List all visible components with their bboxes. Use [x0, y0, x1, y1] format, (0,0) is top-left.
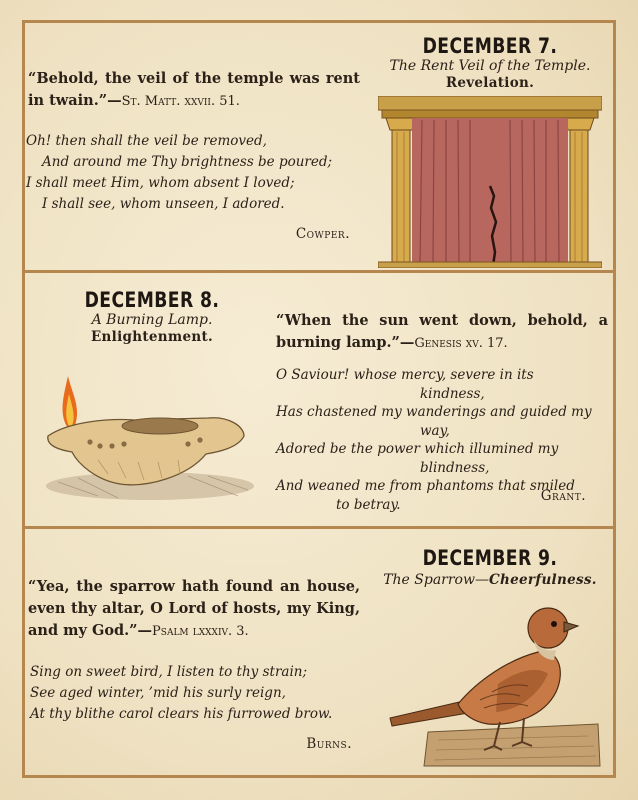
entry-subtitle: The Rent Veil of the Temple.	[389, 58, 591, 74]
section-divider	[22, 270, 616, 273]
entry-theme: Enlightenment.	[90, 329, 214, 345]
poem-line: And around me Thy brightness be poured;	[42, 154, 333, 170]
poem-line: Adored be the power which illumined my	[276, 441, 559, 457]
entry-subtitle: A Burning Lamp.	[91, 312, 213, 328]
poem-line: See aged winter, ’mid his surly reign,	[30, 685, 286, 701]
quote-text: “When the sun went down, behold, a burning lamp.”—	[276, 312, 608, 351]
poem	[30, 662, 370, 725]
poem-author: Burns.	[306, 736, 352, 752]
poem-line: way,	[420, 422, 450, 439]
scripture-quote	[276, 310, 608, 355]
poem-line: kindness,	[420, 385, 485, 402]
entry-date: DECEMBER 8.	[84, 288, 220, 312]
poem-author: Grant.	[540, 488, 586, 504]
poem-author: Cowper.	[295, 226, 350, 242]
quote-text: “Behold, the veil of the temple was rent in twain.”—	[28, 70, 360, 109]
poem-line: to betray.	[336, 496, 401, 513]
poem-line: And weaned me from phantoms that smiled	[276, 478, 575, 494]
entry-date: DECEMBER 7.	[422, 34, 558, 58]
poem-line: O Saviour! whose mercy, severe in its	[276, 367, 534, 383]
poem-line: I shall see, whom unseen, I adored.	[42, 196, 285, 212]
poem	[26, 131, 366, 215]
entry-theme: Cheerfulness.	[488, 572, 597, 588]
entry-theme: Revelation.	[445, 75, 535, 91]
quote-reference: St. Matt. xxvii. 51.	[121, 94, 240, 109]
quote-reference: Psalm lxxxiv. 3.	[152, 624, 249, 639]
rent-veil-illustration	[378, 96, 602, 268]
sparrow-illustration	[388, 600, 608, 768]
poem-line: Oh! then shall the veil be removed,	[26, 133, 267, 149]
section-divider	[22, 526, 616, 529]
entry-date: DECEMBER 9.	[422, 546, 558, 570]
scripture-quote	[28, 576, 360, 643]
poem-line: I shall meet Him, whom absent I loved;	[26, 175, 295, 191]
scripture-quote	[28, 68, 360, 113]
entry-subtitle-line	[360, 572, 620, 588]
poem-line: blindness,	[420, 459, 490, 476]
poem-line: At thy blithe carol clears his furrowed brow.	[30, 706, 333, 722]
entry-subtitle: The Sparrow—	[383, 572, 489, 588]
quote-text: “Yea, the sparrow hath found an house, even thy altar, O Lord of hosts, my King, and my God.”—	[28, 578, 360, 639]
oil-lamp-illustration	[38, 356, 260, 504]
poem-line: Has chastened my wanderings and guided my	[276, 404, 592, 420]
poem-line: Sing on sweet bird, I listen to thy strain;	[30, 664, 308, 680]
quote-reference: Genesis xv. 17.	[414, 336, 508, 351]
